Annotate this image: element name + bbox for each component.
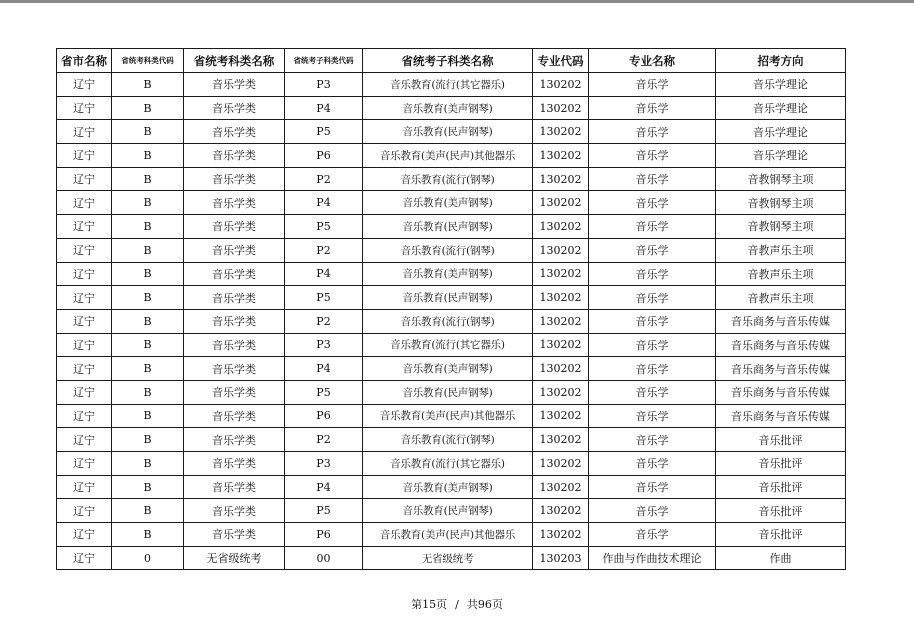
- cell-category-code: B: [112, 120, 184, 144]
- cell-subcategory-name: 音乐教育(美声钢琴): [363, 191, 533, 215]
- table-row: [57, 333, 846, 357]
- cell-province: 辽宁: [57, 144, 112, 168]
- cell-subcategory-name: 音乐教育(民声钢琴): [363, 120, 533, 144]
- page-separator: /: [455, 598, 459, 611]
- cell-major-code: 130202: [533, 73, 589, 97]
- cell-category-code: B: [112, 523, 184, 547]
- header-subcategory-code: 省统考子科类代码: [285, 49, 363, 73]
- cell-category-name: 音乐学类: [184, 167, 285, 191]
- cell-category-code: B: [112, 309, 184, 333]
- table-row: [57, 286, 846, 310]
- cell-major-code: 130202: [533, 523, 589, 547]
- cell-direction: 音乐商务与音乐传媒: [716, 309, 846, 333]
- cell-major-name: 音乐学: [589, 452, 716, 476]
- cell-major-code: 130202: [533, 167, 589, 191]
- cell-direction: 音教声乐主项: [716, 238, 846, 262]
- cell-direction: 音教钢琴主项: [716, 215, 846, 239]
- cell-subcategory-code: P2: [285, 428, 363, 452]
- cell-subcategory-code: P5: [285, 380, 363, 404]
- header-major-name: 专业名称: [589, 49, 716, 73]
- cell-subcategory-name: 音乐教育(流行(钢琴): [363, 309, 533, 333]
- cell-subcategory-code: P4: [285, 357, 363, 381]
- cell-major-code: 130202: [533, 144, 589, 168]
- table-row: [57, 309, 846, 333]
- table-row: [57, 452, 846, 476]
- cell-province: 辽宁: [57, 523, 112, 547]
- table-row: [57, 404, 846, 428]
- cell-major-code: 130202: [533, 286, 589, 310]
- cell-subcategory-code: P6: [285, 404, 363, 428]
- cell-subcategory-name: 音乐教育(民声钢琴): [363, 499, 533, 523]
- page-footer: [0, 596, 914, 612]
- cell-subcategory-name: 音乐教育(美声(民声)其他器乐: [363, 523, 533, 547]
- cell-direction: 音教声乐主项: [716, 262, 846, 286]
- cell-subcategory-code: P2: [285, 167, 363, 191]
- cell-direction: 音乐批评: [716, 475, 846, 499]
- cell-direction: 音乐商务与音乐传媒: [716, 357, 846, 381]
- cell-direction: 作曲: [716, 546, 846, 570]
- cell-subcategory-code: P4: [285, 262, 363, 286]
- cell-province: 辽宁: [57, 96, 112, 120]
- cell-subcategory-name: 音乐教育(美声钢琴): [363, 262, 533, 286]
- cell-direction: 音乐批评: [716, 499, 846, 523]
- cell-major-name: 音乐学: [589, 238, 716, 262]
- cell-category-code: B: [112, 357, 184, 381]
- table-row: [57, 167, 846, 191]
- cell-subcategory-name: 音乐教育(流行(其它器乐): [363, 333, 533, 357]
- cell-major-name: 音乐学: [589, 286, 716, 310]
- cell-category-code: B: [112, 96, 184, 120]
- cell-category-name: 无省级统考: [184, 546, 285, 570]
- cell-subcategory-code: P3: [285, 73, 363, 97]
- cell-major-name: 音乐学: [589, 357, 716, 381]
- cell-subcategory-name: 音乐教育(流行(钢琴): [363, 167, 533, 191]
- top-border: [0, 0, 914, 3]
- enrollment-table: [56, 48, 846, 570]
- cell-category-code: B: [112, 428, 184, 452]
- cell-major-name: 音乐学: [589, 167, 716, 191]
- cell-direction: 音乐商务与音乐传媒: [716, 380, 846, 404]
- cell-subcategory-code: P4: [285, 191, 363, 215]
- cell-subcategory-code: P3: [285, 333, 363, 357]
- cell-major-name: 音乐学: [589, 380, 716, 404]
- cell-province: 辽宁: [57, 309, 112, 333]
- header-subcategory-name: 省统考子科类名称: [363, 49, 533, 73]
- cell-category-code: B: [112, 380, 184, 404]
- cell-major-name: 音乐学: [589, 428, 716, 452]
- cell-direction: 音教钢琴主项: [716, 167, 846, 191]
- cell-subcategory-name: 音乐教育(民声钢琴): [363, 286, 533, 310]
- table-row: [57, 357, 846, 381]
- cell-province: 辽宁: [57, 357, 112, 381]
- cell-province: 辽宁: [57, 120, 112, 144]
- cell-major-name: 音乐学: [589, 499, 716, 523]
- cell-major-code: 130202: [533, 333, 589, 357]
- cell-category-name: 音乐学类: [184, 404, 285, 428]
- cell-direction: 音乐学理论: [716, 120, 846, 144]
- table-row: [57, 238, 846, 262]
- cell-category-code: B: [112, 286, 184, 310]
- cell-category-name: 音乐学类: [184, 499, 285, 523]
- cell-direction: 音乐批评: [716, 428, 846, 452]
- cell-category-name: 音乐学类: [184, 215, 285, 239]
- cell-major-name: 音乐学: [589, 120, 716, 144]
- cell-category-code: B: [112, 191, 184, 215]
- cell-subcategory-name: 无省级统考: [363, 546, 533, 570]
- cell-province: 辽宁: [57, 380, 112, 404]
- cell-direction: 音乐批评: [716, 452, 846, 476]
- cell-direction: 音教钢琴主项: [716, 191, 846, 215]
- table-row: [57, 499, 846, 523]
- cell-direction: 音乐学理论: [716, 144, 846, 168]
- cell-major-code: 130202: [533, 452, 589, 476]
- cell-major-code: 130202: [533, 404, 589, 428]
- table-header-row: [57, 49, 846, 73]
- cell-category-code: B: [112, 404, 184, 428]
- cell-major-code: 130202: [533, 380, 589, 404]
- cell-subcategory-name: 音乐教育(美声(民声)其他器乐: [363, 144, 533, 168]
- cell-subcategory-code: P2: [285, 238, 363, 262]
- cell-category-name: 音乐学类: [184, 191, 285, 215]
- cell-major-code: 130202: [533, 499, 589, 523]
- cell-subcategory-code: P5: [285, 215, 363, 239]
- cell-direction: 音乐学理论: [716, 73, 846, 97]
- table-row: [57, 546, 846, 570]
- cell-category-code: B: [112, 499, 184, 523]
- header-province: 省市名称: [57, 49, 112, 73]
- cell-major-code: 130202: [533, 215, 589, 239]
- cell-major-name: 音乐学: [589, 475, 716, 499]
- cell-category-name: 音乐学类: [184, 120, 285, 144]
- cell-subcategory-code: P5: [285, 286, 363, 310]
- cell-province: 辽宁: [57, 191, 112, 215]
- cell-subcategory-name: 音乐教育(美声钢琴): [363, 475, 533, 499]
- cell-direction: 音乐批评: [716, 523, 846, 547]
- cell-category-code: B: [112, 144, 184, 168]
- cell-major-code: 130202: [533, 96, 589, 120]
- cell-major-name: 音乐学: [589, 215, 716, 239]
- page-current: 第15页: [411, 598, 448, 611]
- cell-subcategory-code: 00: [285, 546, 363, 570]
- cell-subcategory-code: P4: [285, 475, 363, 499]
- cell-subcategory-name: 音乐教育(流行(其它器乐): [363, 452, 533, 476]
- cell-category-code: B: [112, 452, 184, 476]
- cell-subcategory-name: 音乐教育(民声钢琴): [363, 215, 533, 239]
- cell-category-name: 音乐学类: [184, 73, 285, 97]
- cell-category-name: 音乐学类: [184, 380, 285, 404]
- table-row: [57, 73, 846, 97]
- cell-major-code: 130202: [533, 357, 589, 381]
- cell-major-name: 音乐学: [589, 523, 716, 547]
- cell-subcategory-code: P6: [285, 523, 363, 547]
- cell-subcategory-name: 音乐教育(流行(钢琴): [363, 238, 533, 262]
- cell-major-code: 130202: [533, 309, 589, 333]
- cell-province: 辽宁: [57, 452, 112, 476]
- cell-subcategory-code: P2: [285, 309, 363, 333]
- table-row: [57, 380, 846, 404]
- cell-category-code: B: [112, 262, 184, 286]
- cell-direction: 音乐商务与音乐传媒: [716, 333, 846, 357]
- table-row: [57, 191, 846, 215]
- cell-province: 辽宁: [57, 499, 112, 523]
- cell-category-name: 音乐学类: [184, 523, 285, 547]
- table-row: [57, 523, 846, 547]
- cell-major-code: 130202: [533, 191, 589, 215]
- cell-subcategory-name: 音乐教育(民声钢琴): [363, 380, 533, 404]
- cell-major-code: 130202: [533, 238, 589, 262]
- table-row: [57, 96, 846, 120]
- cell-province: 辽宁: [57, 475, 112, 499]
- cell-major-name: 作曲与作曲技术理论: [589, 546, 716, 570]
- cell-category-name: 音乐学类: [184, 286, 285, 310]
- cell-major-code: 130202: [533, 120, 589, 144]
- cell-category-code: B: [112, 238, 184, 262]
- table-body: [57, 73, 846, 570]
- cell-category-name: 音乐学类: [184, 357, 285, 381]
- cell-category-name: 音乐学类: [184, 262, 285, 286]
- cell-category-code: 0: [112, 546, 184, 570]
- cell-major-code: 130202: [533, 428, 589, 452]
- cell-province: 辽宁: [57, 333, 112, 357]
- cell-category-name: 音乐学类: [184, 333, 285, 357]
- cell-major-name: 音乐学: [589, 262, 716, 286]
- cell-province: 辽宁: [57, 167, 112, 191]
- cell-subcategory-name: 音乐教育(流行(钢琴): [363, 428, 533, 452]
- cell-category-name: 音乐学类: [184, 238, 285, 262]
- cell-province: 辽宁: [57, 404, 112, 428]
- cell-subcategory-code: P6: [285, 144, 363, 168]
- cell-category-name: 音乐学类: [184, 475, 285, 499]
- cell-province: 辽宁: [57, 262, 112, 286]
- cell-major-name: 音乐学: [589, 333, 716, 357]
- cell-major-code: 130203: [533, 546, 589, 570]
- table-row: [57, 475, 846, 499]
- cell-category-name: 音乐学类: [184, 96, 285, 120]
- cell-major-code: 130202: [533, 262, 589, 286]
- cell-subcategory-name: 音乐教育(美声(民声)其他器乐: [363, 404, 533, 428]
- cell-major-name: 音乐学: [589, 96, 716, 120]
- cell-province: 辽宁: [57, 546, 112, 570]
- cell-province: 辽宁: [57, 286, 112, 310]
- table-row: [57, 428, 846, 452]
- header-major-code: 专业代码: [533, 49, 589, 73]
- cell-category-name: 音乐学类: [184, 428, 285, 452]
- cell-major-name: 音乐学: [589, 144, 716, 168]
- cell-category-name: 音乐学类: [184, 144, 285, 168]
- cell-category-code: B: [112, 73, 184, 97]
- cell-category-name: 音乐学类: [184, 309, 285, 333]
- header-category-name: 省统考科类名称: [184, 49, 285, 73]
- cell-category-code: B: [112, 167, 184, 191]
- cell-province: 辽宁: [57, 238, 112, 262]
- cell-province: 辽宁: [57, 73, 112, 97]
- cell-category-name: 音乐学类: [184, 452, 285, 476]
- cell-major-name: 音乐学: [589, 404, 716, 428]
- cell-major-name: 音乐学: [589, 73, 716, 97]
- cell-major-code: 130202: [533, 475, 589, 499]
- page-total: 共96页: [466, 598, 503, 611]
- cell-subcategory-name: 音乐教育(美声钢琴): [363, 96, 533, 120]
- cell-direction: 音乐商务与音乐传媒: [716, 404, 846, 428]
- cell-direction: 音教声乐主项: [716, 286, 846, 310]
- table-row: [57, 144, 846, 168]
- cell-direction: 音乐学理论: [716, 96, 846, 120]
- cell-category-code: B: [112, 475, 184, 499]
- table-row: [57, 262, 846, 286]
- table-row: [57, 215, 846, 239]
- cell-province: 辽宁: [57, 428, 112, 452]
- header-category-code: 省统考科类代码: [112, 49, 184, 73]
- cell-category-code: B: [112, 333, 184, 357]
- cell-major-name: 音乐学: [589, 309, 716, 333]
- cell-province: 辽宁: [57, 215, 112, 239]
- cell-subcategory-code: P5: [285, 499, 363, 523]
- cell-subcategory-name: 音乐教育(流行(其它器乐): [363, 73, 533, 97]
- cell-subcategory-code: P4: [285, 96, 363, 120]
- cell-subcategory-code: P3: [285, 452, 363, 476]
- cell-subcategory-code: P5: [285, 120, 363, 144]
- table-row: [57, 120, 846, 144]
- cell-subcategory-name: 音乐教育(美声钢琴): [363, 357, 533, 381]
- cell-category-code: B: [112, 215, 184, 239]
- header-direction: 招考方向: [716, 49, 846, 73]
- cell-major-name: 音乐学: [589, 191, 716, 215]
